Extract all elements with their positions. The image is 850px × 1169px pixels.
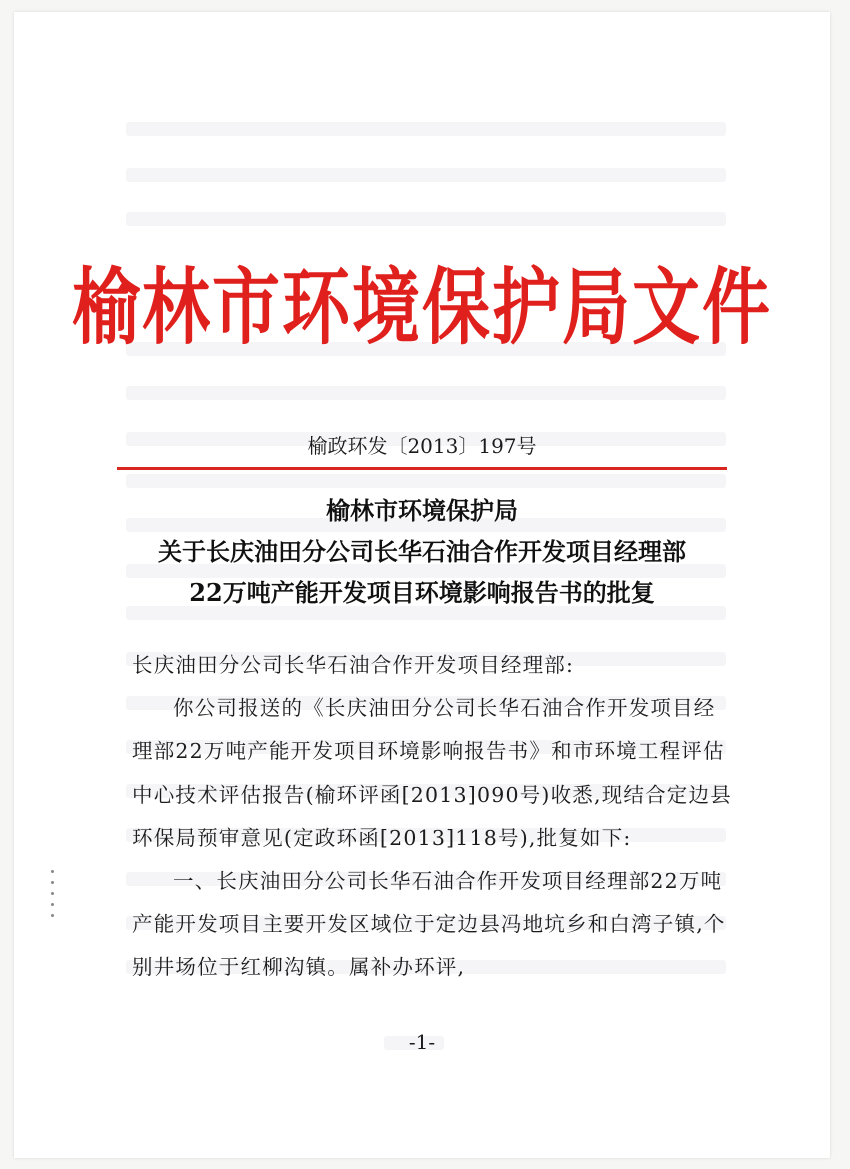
title-line-2: 关于长庆油田分公司长华石油合作开发项目经理部	[158, 537, 686, 566]
red-divider-rule	[117, 467, 727, 470]
document-body	[132, 644, 732, 990]
document-number: 榆政环发〔2013〕197号	[307, 434, 537, 458]
addressee: 长庆油田分公司长华石油合作开发项目经理部:	[132, 653, 575, 677]
body-paragraph-1: 你公司报送的《长庆油田分公司长华石油合作开发项目经理部22万吨产能开发项目环境影响报告书》和市环境工程评估中心技术评估报告(榆环评函[2013]090号)收悉,现结合定边县环保局预审意见(定政环函[2013]118号),批复如下:	[132, 696, 732, 850]
page-number: -1-	[408, 1030, 436, 1054]
body-paragraph-2: 一、长庆油田分公司长华石油合作开发项目经理部22万吨产能开发项目主要开发区域位于定边县冯地坑乡和白湾子镇,个别井场位于红柳沟镇。属补办环评,	[132, 869, 726, 980]
document-page	[14, 12, 830, 1158]
title-line-3: 22万吨产能开发项目环境影响报告书的批复	[189, 578, 655, 607]
title-line-1: 榆林市环境保护局	[326, 496, 518, 525]
binding-holes	[50, 870, 56, 930]
document-title	[14, 490, 830, 613]
masthead-title: 榆林市环境保护局文件	[71, 259, 772, 357]
